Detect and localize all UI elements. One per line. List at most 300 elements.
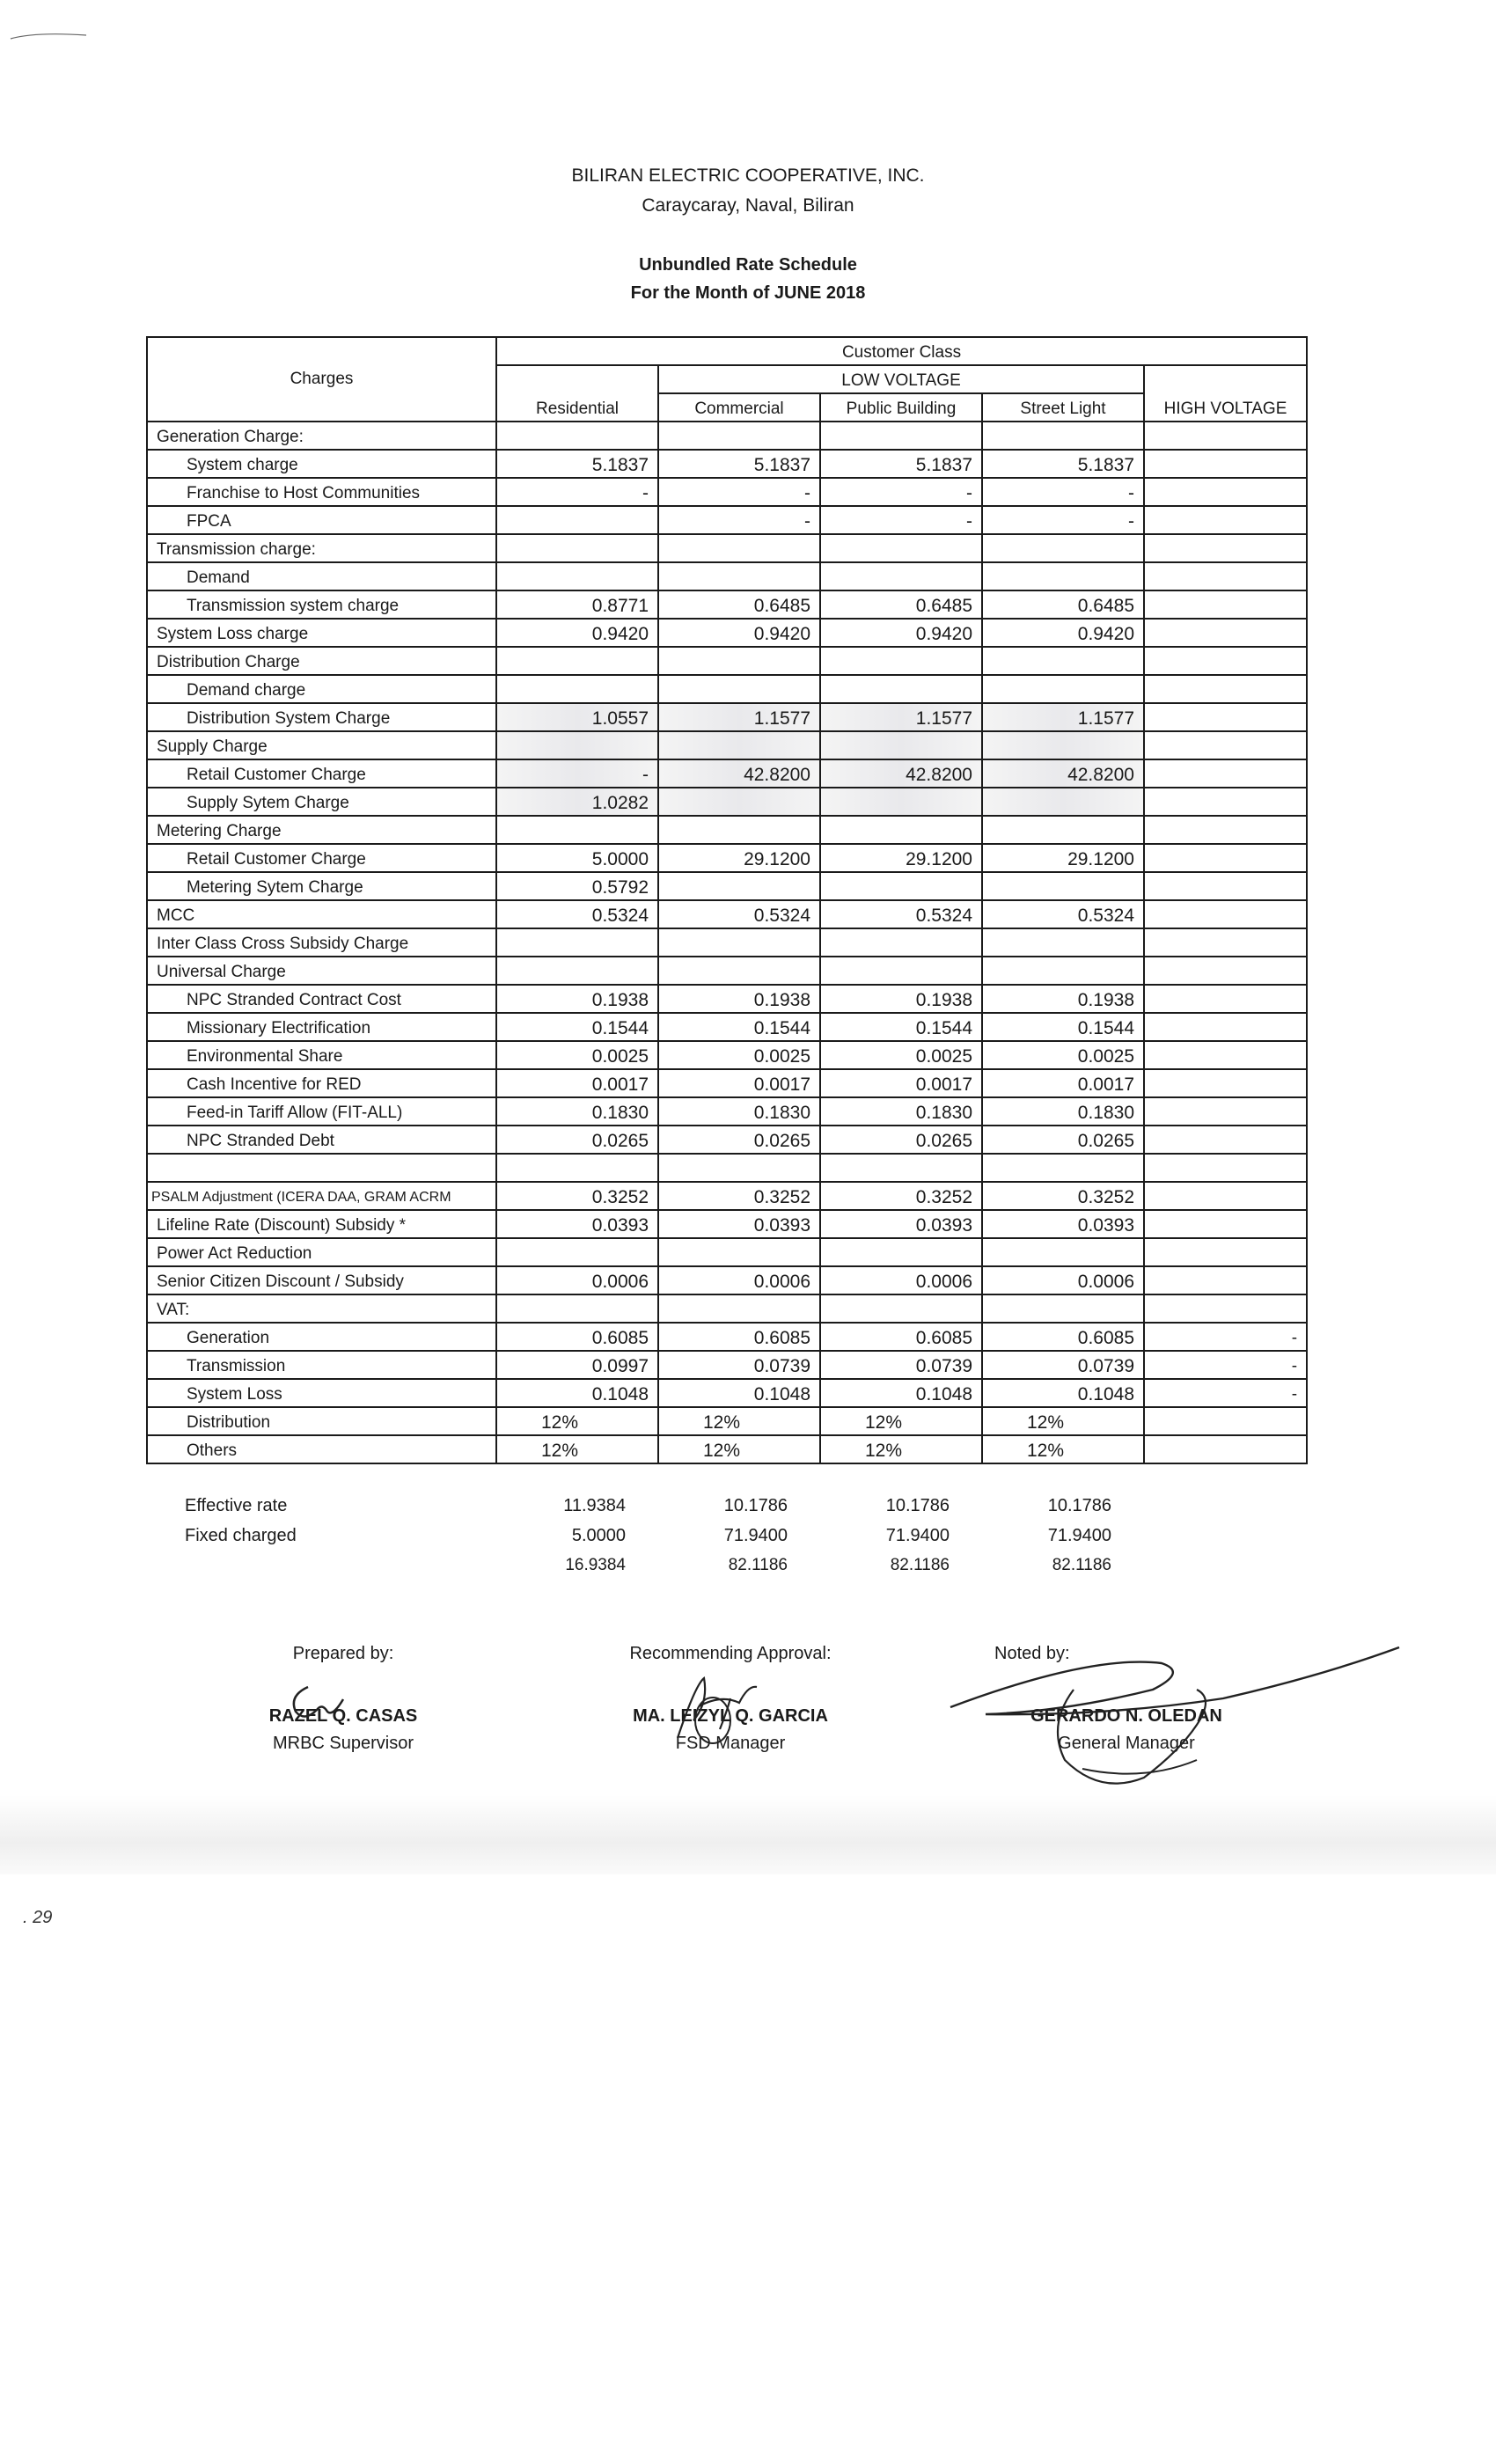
customer-class-header: Customer Class bbox=[496, 337, 1307, 365]
rate-cell bbox=[1144, 703, 1307, 731]
rate-cell: 0.1544 bbox=[658, 1013, 820, 1041]
table-row bbox=[147, 1323, 1307, 1351]
table-row bbox=[147, 957, 1307, 985]
rate-cell: 0.0006 bbox=[820, 1266, 982, 1294]
rate-cell bbox=[658, 788, 820, 816]
rate-cell bbox=[982, 731, 1144, 759]
charge-label: Franchise to Host Communities bbox=[147, 478, 496, 506]
rate-cell: 0.0739 bbox=[658, 1351, 820, 1379]
rate-cell: 0.6485 bbox=[982, 590, 1144, 619]
rate-cell bbox=[658, 534, 820, 562]
table-row bbox=[147, 1041, 1307, 1069]
table-row bbox=[147, 1069, 1307, 1097]
rate-cell bbox=[496, 731, 658, 759]
rate-cell: 0.5324 bbox=[982, 900, 1144, 928]
table-row bbox=[147, 1013, 1307, 1041]
rate-cell: 5.1837 bbox=[658, 450, 820, 478]
rate-cell bbox=[820, 1154, 982, 1182]
table-row bbox=[147, 506, 1307, 534]
rate-cell bbox=[1144, 1126, 1307, 1154]
charge-label: Distribution System Charge bbox=[147, 703, 496, 731]
scan-shadow-band bbox=[0, 1795, 1496, 1874]
rate-cell: 42.8200 bbox=[982, 759, 1144, 788]
rate-cell: 0.9420 bbox=[658, 619, 820, 647]
rate-cell: 0.0025 bbox=[982, 1041, 1144, 1069]
signatory-title: General Manager bbox=[1058, 1734, 1195, 1753]
rate-cell: 12% bbox=[496, 1435, 658, 1463]
rate-cell: 29.1200 bbox=[982, 844, 1144, 872]
rate-cell: 12% bbox=[820, 1435, 982, 1463]
charge-label: VAT: bbox=[147, 1294, 496, 1323]
signatory-noted bbox=[950, 1644, 1302, 1754]
charge-label: Distribution bbox=[147, 1407, 496, 1435]
summary-value: 82.1186 bbox=[728, 1556, 788, 1574]
rate-cell bbox=[1144, 619, 1307, 647]
rate-cell bbox=[496, 1294, 658, 1323]
rate-cell: 0.0739 bbox=[982, 1351, 1144, 1379]
rate-cell: 0.0393 bbox=[496, 1210, 658, 1238]
rate-cell bbox=[658, 731, 820, 759]
charge-label: Universal Charge bbox=[147, 957, 496, 985]
rate-cell: 0.6485 bbox=[658, 590, 820, 619]
signatory-name: GERARDO N. OLEDAN bbox=[1030, 1706, 1222, 1726]
rate-cell bbox=[1144, 1154, 1307, 1182]
rate-cell: 5.1837 bbox=[982, 450, 1144, 478]
rate-cell: 0.0006 bbox=[982, 1266, 1144, 1294]
table-row bbox=[147, 985, 1307, 1013]
table-row bbox=[147, 675, 1307, 703]
rate-cell bbox=[658, 422, 820, 450]
table-row bbox=[147, 844, 1307, 872]
rate-cell: - bbox=[982, 506, 1144, 534]
table-row bbox=[147, 478, 1307, 506]
charge-label: Transmission system charge bbox=[147, 590, 496, 619]
charge-label: PSALM Adjustment (ICERA DAA, GRAM ACRM bbox=[147, 1182, 496, 1210]
summary-value: 16.9384 bbox=[565, 1556, 626, 1574]
rate-cell bbox=[1144, 1182, 1307, 1210]
rate-cell: 0.9420 bbox=[982, 619, 1144, 647]
rate-cell: 0.1048 bbox=[982, 1379, 1144, 1407]
rate-cell: 0.1938 bbox=[658, 985, 820, 1013]
rate-cell bbox=[982, 1238, 1144, 1266]
rate-cell bbox=[1144, 957, 1307, 985]
charge-label: System Loss bbox=[147, 1379, 496, 1407]
rate-cell: 1.1577 bbox=[820, 703, 982, 731]
rate-cell bbox=[1144, 1294, 1307, 1323]
rate-cell bbox=[820, 816, 982, 844]
rate-cell bbox=[1144, 1238, 1307, 1266]
charge-label: Power Act Reduction bbox=[147, 1238, 496, 1266]
table-row bbox=[147, 1351, 1307, 1379]
rate-cell bbox=[1144, 562, 1307, 590]
rate-cell: 0.9420 bbox=[496, 619, 658, 647]
rate-cell bbox=[820, 675, 982, 703]
rate-cell: 12% bbox=[982, 1407, 1144, 1435]
rate-cell: 0.0017 bbox=[820, 1069, 982, 1097]
table-row bbox=[147, 1407, 1307, 1435]
charge-label: Transmission bbox=[147, 1351, 496, 1379]
rate-cell: 1.1577 bbox=[658, 703, 820, 731]
table-row bbox=[147, 816, 1307, 844]
rate-cell: 0.0017 bbox=[982, 1069, 1144, 1097]
summary-row bbox=[146, 1491, 1306, 1521]
summary-table bbox=[146, 1491, 1306, 1580]
col-street-light: Street Light bbox=[982, 393, 1144, 422]
rate-cell: 0.0997 bbox=[496, 1351, 658, 1379]
org-address: Caraycaray, Naval, Biliran bbox=[642, 195, 854, 216]
rate-cell bbox=[982, 928, 1144, 957]
rate-cell bbox=[496, 675, 658, 703]
charge-label: Demand bbox=[147, 562, 496, 590]
rate-cell bbox=[820, 872, 982, 900]
rate-cell: 0.3252 bbox=[982, 1182, 1144, 1210]
signatory-name: MA. LEIZYL Q. GARCIA bbox=[633, 1706, 828, 1726]
rate-cell: 0.3252 bbox=[658, 1182, 820, 1210]
rate-cell: 12% bbox=[496, 1407, 658, 1435]
rate-cell bbox=[658, 872, 820, 900]
rate-cell: 0.1544 bbox=[982, 1013, 1144, 1041]
summary-value: 10.1786 bbox=[723, 1495, 788, 1515]
charges-header: Charges bbox=[147, 337, 496, 422]
rate-cell bbox=[658, 957, 820, 985]
rate-cell bbox=[1144, 928, 1307, 957]
summary-label bbox=[146, 1551, 495, 1580]
rate-cell bbox=[820, 957, 982, 985]
summary-label: Fixed charged bbox=[185, 1525, 297, 1545]
table-row bbox=[147, 619, 1307, 647]
rate-cell bbox=[1144, 1013, 1307, 1041]
rate-cell bbox=[1144, 1041, 1307, 1069]
rate-cell: - bbox=[820, 478, 982, 506]
rate-cell bbox=[982, 1154, 1144, 1182]
rate-cell: 12% bbox=[820, 1407, 982, 1435]
table-row bbox=[147, 1097, 1307, 1126]
rate-cell bbox=[1144, 1407, 1307, 1435]
rate-cell: 0.0265 bbox=[820, 1126, 982, 1154]
org-name: BILIRAN ELECTRIC COOPERATIVE, INC. bbox=[571, 165, 925, 186]
rate-cell: 0.8771 bbox=[496, 590, 658, 619]
rate-cell: 0.0025 bbox=[820, 1041, 982, 1069]
rate-cell bbox=[1144, 1210, 1307, 1238]
rate-cell bbox=[496, 1154, 658, 1182]
rate-cell: - bbox=[820, 506, 982, 534]
charge-label: System Loss charge bbox=[147, 619, 496, 647]
rate-cell: 0.1048 bbox=[820, 1379, 982, 1407]
rate-cell bbox=[496, 957, 658, 985]
rate-cell: 0.5792 bbox=[496, 872, 658, 900]
charge-label: Inter Class Cross Subsidy Charge bbox=[147, 928, 496, 957]
rate-cell bbox=[496, 928, 658, 957]
rate-cell bbox=[1144, 872, 1307, 900]
rate-schedule-table bbox=[146, 336, 1308, 1464]
charge-label: Others bbox=[147, 1435, 496, 1463]
rate-cell: 0.1830 bbox=[982, 1097, 1144, 1126]
rate-cell: - bbox=[1144, 1379, 1307, 1407]
col-residential: Residential bbox=[496, 393, 658, 422]
rate-cell bbox=[496, 534, 658, 562]
rate-cell: 0.1830 bbox=[658, 1097, 820, 1126]
table-row bbox=[147, 1154, 1307, 1182]
rate-cell: - bbox=[496, 478, 658, 506]
rate-cell bbox=[1144, 1266, 1307, 1294]
rate-cell: - bbox=[1144, 1351, 1307, 1379]
rate-cell: - bbox=[658, 478, 820, 506]
rate-cell: 29.1200 bbox=[658, 844, 820, 872]
rate-cell: 0.0265 bbox=[658, 1126, 820, 1154]
charge-label: Retail Customer Charge bbox=[147, 759, 496, 788]
rate-cell bbox=[982, 788, 1144, 816]
rate-cell: 0.5324 bbox=[658, 900, 820, 928]
table-row bbox=[147, 731, 1307, 759]
summary-value: 82.1186 bbox=[890, 1556, 950, 1574]
rate-cell bbox=[982, 816, 1144, 844]
rate-cell: 0.3252 bbox=[496, 1182, 658, 1210]
rate-cell: 0.6085 bbox=[496, 1323, 658, 1351]
rate-cell: 0.5324 bbox=[820, 900, 982, 928]
rate-cell: 1.0282 bbox=[496, 788, 658, 816]
rate-cell bbox=[496, 422, 658, 450]
table-row bbox=[147, 562, 1307, 590]
table-row bbox=[147, 1435, 1307, 1463]
summary-value: 5.0000 bbox=[571, 1525, 626, 1545]
rate-cell bbox=[1144, 506, 1307, 534]
rate-cell: 0.0025 bbox=[658, 1041, 820, 1069]
summary-value: 71.9400 bbox=[885, 1525, 950, 1545]
rate-cell: 0.5324 bbox=[496, 900, 658, 928]
rate-cell bbox=[1144, 1435, 1307, 1463]
rate-cell bbox=[496, 506, 658, 534]
rate-cell: 0.1938 bbox=[496, 985, 658, 1013]
summary-value: 10.1786 bbox=[1047, 1495, 1111, 1515]
schedule-month: For the Month of JUNE 2018 bbox=[630, 283, 866, 303]
rate-cell bbox=[982, 957, 1144, 985]
signatory-title: MRBC Supervisor bbox=[272, 1734, 414, 1753]
rate-cell bbox=[820, 1238, 982, 1266]
table-row bbox=[147, 450, 1307, 478]
charge-label: NPC Stranded Debt bbox=[147, 1126, 496, 1154]
charge-label: Retail Customer Charge bbox=[147, 844, 496, 872]
rate-cell bbox=[982, 1294, 1144, 1323]
rate-cell bbox=[1144, 985, 1307, 1013]
charge-label: Feed-in Tariff Allow (FIT-ALL) bbox=[147, 1097, 496, 1126]
table-row bbox=[147, 703, 1307, 731]
col-public-building: Public Building bbox=[820, 393, 982, 422]
rate-cell bbox=[982, 872, 1144, 900]
charge-label: Supply Sytem Charge bbox=[147, 788, 496, 816]
charge-label: Demand charge bbox=[147, 675, 496, 703]
charge-label bbox=[147, 1154, 496, 1182]
rate-cell bbox=[820, 1294, 982, 1323]
table-row bbox=[147, 590, 1307, 619]
rate-cell: 0.6085 bbox=[658, 1323, 820, 1351]
rate-cell bbox=[1144, 422, 1307, 450]
signatory-role: Prepared by: bbox=[292, 1644, 394, 1663]
rate-cell: 0.3252 bbox=[820, 1182, 982, 1210]
table-row bbox=[147, 1379, 1307, 1407]
rate-cell: 0.0739 bbox=[820, 1351, 982, 1379]
rate-cell: 1.1577 bbox=[982, 703, 1144, 731]
footer-page-mark: . 29 bbox=[23, 1908, 53, 1927]
rate-cell bbox=[820, 928, 982, 957]
charge-label: Cash Incentive for RED bbox=[147, 1069, 496, 1097]
rate-cell bbox=[496, 1238, 658, 1266]
rate-cell bbox=[658, 1154, 820, 1182]
rate-cell: 0.0017 bbox=[658, 1069, 820, 1097]
rate-cell: 0.0006 bbox=[658, 1266, 820, 1294]
charge-label: Generation Charge: bbox=[147, 422, 496, 450]
rate-cell: 12% bbox=[658, 1435, 820, 1463]
summary-value: 82.1186 bbox=[1052, 1556, 1111, 1574]
schedule-title: Unbundled Rate Schedule bbox=[639, 255, 857, 275]
col-high-voltage: HIGH VOLTAGE bbox=[1144, 393, 1307, 422]
rate-cell: - bbox=[496, 759, 658, 788]
table-row bbox=[147, 872, 1307, 900]
table-row bbox=[147, 1266, 1307, 1294]
table-row bbox=[147, 788, 1307, 816]
rate-cell bbox=[982, 675, 1144, 703]
rate-cell: 12% bbox=[982, 1435, 1144, 1463]
rate-cell: 0.1544 bbox=[820, 1013, 982, 1041]
rate-cell bbox=[658, 647, 820, 675]
summary-row bbox=[146, 1521, 1306, 1551]
rate-cell: 0.6485 bbox=[820, 590, 982, 619]
table-row bbox=[147, 1210, 1307, 1238]
signatory-role: Noted by: bbox=[994, 1644, 1070, 1663]
col-commercial: Commercial bbox=[658, 393, 820, 422]
charge-label: FPCA bbox=[147, 506, 496, 534]
rate-cell bbox=[658, 1294, 820, 1323]
table-row bbox=[147, 647, 1307, 675]
rate-cell bbox=[1144, 534, 1307, 562]
rate-cell bbox=[982, 562, 1144, 590]
rate-cell bbox=[496, 562, 658, 590]
rate-cell bbox=[1144, 1097, 1307, 1126]
rate-cell bbox=[982, 422, 1144, 450]
rate-cell bbox=[982, 647, 1144, 675]
rate-cell: 0.6085 bbox=[820, 1323, 982, 1351]
charge-label: Distribution Charge bbox=[147, 647, 496, 675]
rate-cell bbox=[1144, 1069, 1307, 1097]
rate-cell bbox=[658, 675, 820, 703]
charge-label: Transmission charge: bbox=[147, 534, 496, 562]
charge-label: MCC bbox=[147, 900, 496, 928]
rate-cell: 0.0265 bbox=[982, 1126, 1144, 1154]
rate-cell: 0.1048 bbox=[658, 1379, 820, 1407]
rate-cell: 0.0393 bbox=[982, 1210, 1144, 1238]
summary-value: 71.9400 bbox=[723, 1525, 788, 1545]
rate-cell: 0.9420 bbox=[820, 619, 982, 647]
charge-label: Metering Sytem Charge bbox=[147, 872, 496, 900]
charge-label: Missionary Electrification bbox=[147, 1013, 496, 1041]
charge-label: Senior Citizen Discount / Subsidy bbox=[147, 1266, 496, 1294]
rate-cell: 0.0393 bbox=[658, 1210, 820, 1238]
rate-cell: 0.6085 bbox=[982, 1323, 1144, 1351]
rate-cell: 0.0017 bbox=[496, 1069, 658, 1097]
rate-cell bbox=[820, 562, 982, 590]
rate-cell bbox=[1144, 731, 1307, 759]
rate-cell: 0.0025 bbox=[496, 1041, 658, 1069]
table-row bbox=[147, 928, 1307, 957]
rate-cell bbox=[496, 647, 658, 675]
rate-cell bbox=[1144, 647, 1307, 675]
rate-cell bbox=[982, 534, 1144, 562]
table-row bbox=[147, 1294, 1307, 1323]
signatory-role: Recommending Approval: bbox=[629, 1644, 832, 1663]
rate-cell bbox=[1144, 900, 1307, 928]
rate-cell bbox=[658, 1238, 820, 1266]
table-row bbox=[147, 1238, 1307, 1266]
signatory-name: RAZEL Q. CASAS bbox=[268, 1706, 418, 1726]
rate-cell: 5.1837 bbox=[820, 450, 982, 478]
rate-cell: 0.1048 bbox=[496, 1379, 658, 1407]
rate-cell: 0.1938 bbox=[982, 985, 1144, 1013]
rate-cell: 0.0393 bbox=[820, 1210, 982, 1238]
rate-cell bbox=[1144, 759, 1307, 788]
summary-value: 71.9400 bbox=[1047, 1525, 1111, 1545]
rate-cell bbox=[1144, 844, 1307, 872]
signatory-prepared bbox=[158, 1644, 528, 1754]
rate-cell bbox=[820, 788, 982, 816]
rate-cell: 0.1544 bbox=[496, 1013, 658, 1041]
rate-cell: 0.1938 bbox=[820, 985, 982, 1013]
charge-label: System charge bbox=[147, 450, 496, 478]
charge-label: Generation bbox=[147, 1323, 496, 1351]
rate-cell bbox=[820, 731, 982, 759]
rate-cell bbox=[1144, 675, 1307, 703]
table-row bbox=[147, 900, 1307, 928]
rate-cell: 42.8200 bbox=[658, 759, 820, 788]
corner-pen-mark bbox=[9, 30, 88, 40]
table-row bbox=[147, 534, 1307, 562]
rate-cell bbox=[1144, 450, 1307, 478]
rate-cell bbox=[1144, 788, 1307, 816]
table-row bbox=[147, 1126, 1307, 1154]
charge-label: Supply Charge bbox=[147, 731, 496, 759]
summary-row bbox=[146, 1551, 1306, 1580]
rate-cell: 12% bbox=[658, 1407, 820, 1435]
signatory-title: FSD Manager bbox=[675, 1734, 786, 1753]
rate-cell bbox=[658, 928, 820, 957]
rate-cell: 42.8200 bbox=[820, 759, 982, 788]
summary-value: 10.1786 bbox=[885, 1495, 950, 1515]
summary-label: Effective rate bbox=[185, 1495, 288, 1515]
rate-cell: 29.1200 bbox=[820, 844, 982, 872]
rate-cell: - bbox=[982, 478, 1144, 506]
rate-cell: 5.0000 bbox=[496, 844, 658, 872]
low-voltage-header: LOW VOLTAGE bbox=[658, 365, 1144, 393]
charge-label: NPC Stranded Contract Cost bbox=[147, 985, 496, 1013]
rate-cell bbox=[658, 562, 820, 590]
table-row bbox=[147, 1182, 1307, 1210]
rate-cell bbox=[1144, 590, 1307, 619]
rate-cell: 0.0006 bbox=[496, 1266, 658, 1294]
rate-cell: 0.0265 bbox=[496, 1126, 658, 1154]
rate-cell: 0.1830 bbox=[820, 1097, 982, 1126]
summary-value: 11.9384 bbox=[563, 1495, 626, 1515]
rate-cell bbox=[820, 534, 982, 562]
rate-cell bbox=[820, 647, 982, 675]
rate-cell bbox=[1144, 816, 1307, 844]
rate-cell: - bbox=[658, 506, 820, 534]
rate-cell bbox=[496, 816, 658, 844]
rate-cell: 5.1837 bbox=[496, 450, 658, 478]
signatory-recommending bbox=[537, 1644, 924, 1754]
table-row bbox=[147, 759, 1307, 788]
rate-cell: 0.1830 bbox=[496, 1097, 658, 1126]
rate-cell: - bbox=[1144, 1323, 1307, 1351]
rate-cell bbox=[658, 816, 820, 844]
charge-label: Metering Charge bbox=[147, 816, 496, 844]
